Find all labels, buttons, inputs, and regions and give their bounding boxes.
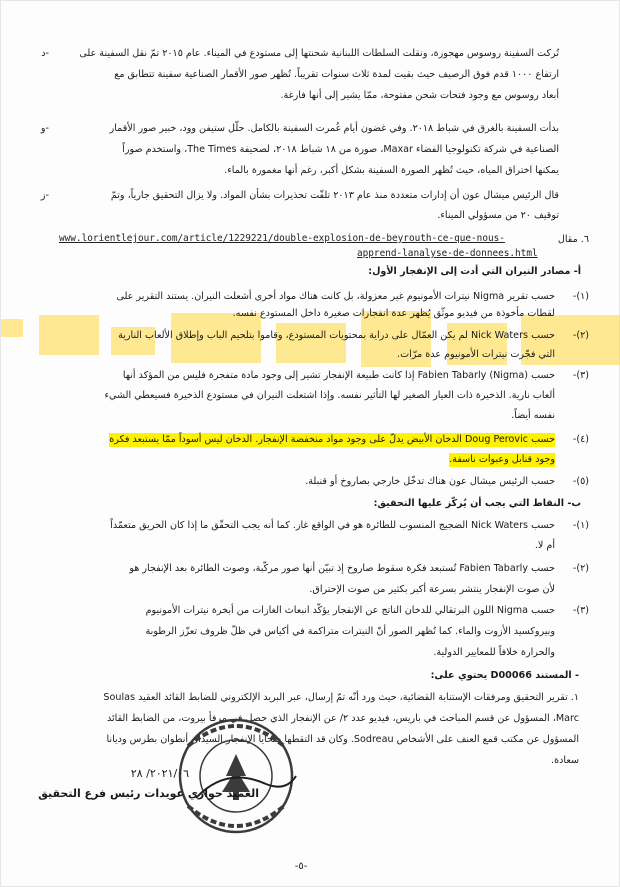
article-url-line-1[interactable]: www.lorientlejour.com/article/1229221/double-explosion-de-beyrouth-ce-que-nous- [59,233,505,244]
marker-b: -و [40,123,49,134]
m3-line-3: والحرارة خلافاً للمعايير الدولية. [433,647,555,658]
n5-line: حسب الرئيس ميشال عون هناك تدخّل خارجي بصاروخ أو قنبلة. [305,476,555,487]
document-date: ٢٠٢١/٠٦/ ٢٨ [130,767,189,780]
signature-line: العميد حواري عويدات رئيس فرع التحقيق [38,787,259,800]
n3-line-2: ألعاب نارية. الذخيرة ذات العيار الصغير لها التأثير نفسه. وإذا اشتعلت النيران في مستودع الذخيرة فسيعطي الشيء [104,390,555,401]
para-b-line-2: الصناعية في شركة تكنولوجيا الفضاء Maxar، صورة من ١٨ شباط ٢٠١٨، لصحيفة The Times، واستخدم صوراً [122,144,559,155]
d1-line-4: سعادة. [551,755,579,766]
para-a-line-3: أبعاد روسوس مع وجود فتحات شحن مفتوحة، ممّا يشير إلى أنها فارغة. [280,90,559,101]
n1-line-2: لقطات مأخوذة من فيديو موثّق يُظهر عدة انفجارات صغيرة داخل المستودع نفسه. [232,308,555,319]
marker-m3: (٣)- [572,605,589,616]
article-url-line-2[interactable]: apprend-lanalyse-de-donnees.html [357,248,538,259]
marker-n3: (٣)- [572,370,589,381]
marker-c: -ز [40,190,49,201]
marker-n2: (٢)- [572,330,589,341]
m3-line-2: وبيروكسيد الأزوت والماء. كما تُظهر الصور أنّ النيترات متراكمة في أكياس في ظلّ ظروف تعزّز الرطوبة [145,626,555,637]
para-c-line-2: توقيف ٢٠ من مسؤولي الميناء. [437,210,559,221]
m1-line-2: أم لا. [534,540,555,551]
d1-line-3: المسؤول عن مكتب قمع العنف على الأشخاص Sodreau. وكان قد التقطها ضحايا الإنفجار السيدان أنطوان بطرس وديانا [106,734,579,745]
d1-line-1: ١. تقرير التحقيق ومرفقات الإستنابة القضائية، حيث ورد أنّه تمّ إرسال، عبر البريد الإلكتروني للضابط القائد العقيد Soulas [103,692,579,703]
d1-line-2: Marc، المسؤول عن قسم المباحث في باريس، فيديو عدد ٢/ عن الإنفجار الذي حصل في مرفأ بيروت، من الضابط القائد [106,713,579,724]
para-b-line-3: يمكنها اختراق المياه، حيث تُظهر الصورة السفينة بشكل أكبر، رغم أنها مغمورة بالماء. [224,165,559,176]
n2-line-1: حسب Nick Waters لم يكن العمّال على دراية بمحتويات المستودع، وقاموا بتلحيم الباب وإطلاق الألعاب النارية [118,330,555,341]
m1-line-1: حسب Nick Waters الضجيج المنسوب للطائرة هو في الواقع غاز. كما أنه يجب التحقّق ما إذا كان الحريق متعمّداً [110,520,555,531]
marker-a: -د [41,48,49,59]
document-d00066-heading: - المستند D00066 يحتوي على: [430,670,579,681]
m3-line-1: حسب Nigma اللون البرتقالي للدخان الناتج عن الإنفجار يؤكّد انبعاث الغازات من أبخرة نيترات الأمونيوم [145,605,555,616]
para-a-line-2: ارتفاع ١٠٠٠ قدم فوق الرصيف حيث بقيت لمدة ثلاث سنوات تقريباً. تُظهر صور الأقمار الصناعية سفينة تتطابق مع [114,69,559,80]
marker-m2: (٢)- [572,563,589,574]
marker-n1: (١)- [572,291,589,302]
marker-n4: (٤)- [572,434,589,445]
item-6-label: ٦. مقال [557,234,589,245]
n4-line-2-highlighted: وجود قنابل وعبوات ناسفة. [449,454,555,465]
n2-line-2: التي فجّرت نيترات الأمونيوم عدة مرّات. [397,349,555,360]
n4-line-1-highlighted: حسب Doug Perovic الدخان الأبيض يدلّ على وجود مواد منخفضة الإنفجار. الدخان ليس أسوداً ممّا يستبعد فكرة [109,434,555,445]
marker-m1: (١)- [572,520,589,531]
para-a-line-1: تُركت السفينة روسوس مهجورة، ونقلت السلطات اللبنانية شحنتها إلى مستودع في الميناء. عام ٢٠١٥ تمّ نقل السفينة على [79,48,559,59]
marker-n5: (٥)- [572,476,589,487]
section-a-heading: أ- مصادر النيران التي أدت إلى الإنفجار الأول: [368,266,581,277]
n3-line-3: نفسه أيضاً. [511,410,555,421]
page-number: -٥- [294,861,308,872]
m2-line-2: لأن صوت الإنفجار ينتشر بسرعة أكبر بكثير من صوت الإحتراق. [309,584,555,595]
n3-line-1: حسب (Fabien Tabarly (Nigma إذا كانت طبيعة الإنفجار تشير إلى وجود مادة متفجرة فليس من المؤكد أنها [122,370,555,381]
m2-line-1: حسب Fabien Tabarly تُستبعد فكرة سقوط صاروخ إذ تبيّن أنها صور مركّبة، وصوت الطائرة بعد الإنفجار هو [129,563,555,574]
n1-line-1: حسب تقرير Nigma نيترات الأمونيوم غير معزولة، بل كانت هناك مواد أخرى أشعلت النيران. يستند التقرير على [116,291,555,302]
para-c-line-1: قال الرئيس ميشال عون أن إدارات متعددة منذ عام ٢٠١٣ تلقّت تحذيرات بشأن المواد. ولا يزال التحقيق جارياً، وتمّ [110,190,559,201]
section-b-heading: ب- النقاط التي يجب أن يُركّز عليها التحقيق: [373,498,581,509]
para-b-line-1: بدأت السفينة بالغرق في شباط ٢٠١٨. وفي غضون أيام غُمرت السفينة بالكامل. حلّل ستيفن وود، خبير صور الأقمار [109,123,559,134]
